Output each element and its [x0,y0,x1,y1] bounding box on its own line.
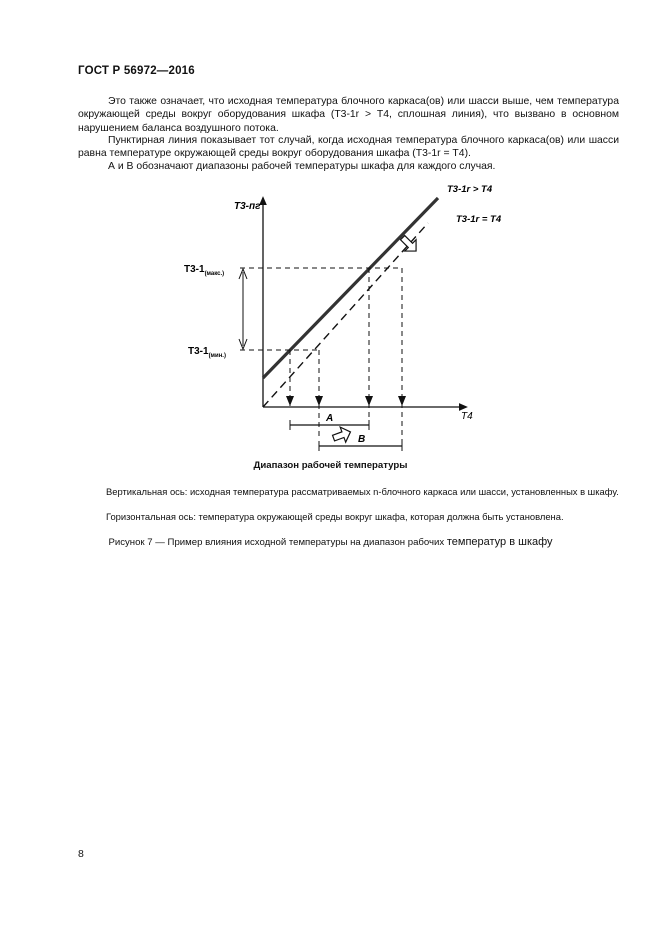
figure-title [0,536,661,548]
figure-title-prefix: Рисунок 7 — Пример влияния исходной температуры на диапазон рабочих [108,537,445,548]
diagram-caption: Диапазон рабочей температуры [253,460,408,471]
paragraph-dashed-line: Пунктирная линия показывает тот случай, когда исходная температура блочного каркаса(ов) или шасси равна температуре окружающей среды вокруг оборудования шкафа (Т3-1r = Т4). [78,135,619,160]
x-axis-label: Т4 [461,411,473,422]
range-b-label: В [358,434,366,445]
paragraph-solid-line: Это также означает, что исходная температура блочного каркаса(ов) или шасси выше, чем температура окружающей среды вокруг оборудования шкафа (Т3-1r > Т4, сплошная линия), что вызвано в основном нарушением баланса воздушного потока. [78,96,619,134]
tmax-label: $Т3-1_{(макс.)}$ [184,264,225,277]
document-header: ГОСТ Р 56972—2016 [78,65,195,77]
drop-a-max-arrow [365,396,373,406]
solid-diagonal-line [263,198,438,378]
dashed-diagonal-line [263,223,428,407]
figure-title-suffix: температур в шкафу [446,536,553,548]
page-number: 8 [78,848,84,860]
temperature-diagram [170,178,510,456]
drop-a-min-arrow [286,396,294,406]
range-a-label: А [326,413,334,424]
paragraph-ranges: А и В обозначают диапазоны рабочей температуры шкафа для каждого случая. [108,161,496,172]
range-shift-arrow-icon [331,424,353,445]
dashed-line-label: Т3-1r = Т4 [456,214,502,225]
y-axis-label: Т3-пг [234,201,261,212]
diagram-svg [170,178,510,456]
solid-line-label: Т3-1r > Т4 [447,184,493,195]
drop-b-max-arrow [398,396,406,406]
tmin-label: $Т3-1_{(мин.)}$ [188,346,226,359]
note-vertical-axis: Вертикальная ось: исходная температура рассматриваемых n-блочного каркаса или шасси, установленных в шкафу. [106,486,619,497]
note-horizontal-axis: Горизонтальная ось: температура окружающей среды вокруг шкафа, которая должна быть установлена. [106,511,564,522]
drop-b-min-arrow [315,396,323,406]
